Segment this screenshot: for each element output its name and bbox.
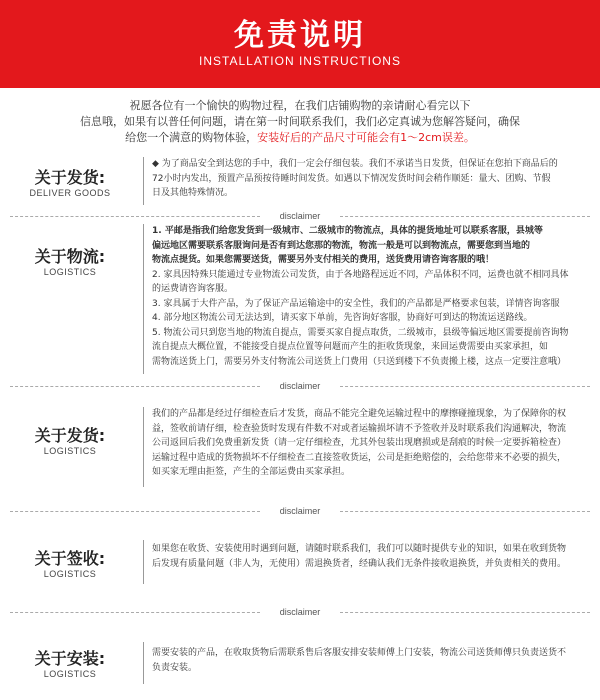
dashed-line — [340, 386, 590, 387]
disclaimer-label: disclaimer — [279, 381, 321, 391]
section-line: 72小时内发出，预置产品预按待睡时间发货。如遇以下情况发货时间会稍作顺延：量大、团购、节假 — [152, 173, 551, 184]
section-installation — [0, 640, 600, 685]
section-title: 关于物流: — [34, 247, 106, 266]
section-title: 关于签收: — [34, 549, 106, 568]
section-line: 日及其他特殊情况。 — [152, 188, 234, 198]
section-divider — [143, 407, 144, 487]
section-body — [152, 157, 582, 201]
dashed-line — [340, 511, 590, 512]
section-line: 需物流送货上门，需要另外支付物流公司送货上门费用（只送到楼下不负责搬上楼，这点一定要注意哦） — [152, 356, 567, 367]
section-line: 1. 平邮是指我们给您发货到一级城市、二级城市的物流点，具体的提货地址可以联系客服，县城等 — [152, 226, 543, 236]
section-subtitle: LOGISTICS — [43, 446, 97, 456]
page-title: 免责说明 — [234, 18, 366, 53]
section-subtitle: LOGISTICS — [43, 669, 97, 679]
section-divider — [143, 540, 144, 584]
section-line: 流自提点大概位置，不能接受自提点位置等问题而产生的拒收货现象，来回运费需要由买家承担，如 — [152, 342, 549, 352]
section-subtitle: LOGISTICS — [43, 569, 97, 579]
section-line: 5. 物流公司只到您当地的物流自提点，需要买家自提点取货，二级城市，县级等偏远地区需要提前咨询物 — [152, 327, 569, 338]
section-heading — [10, 546, 130, 579]
section-title: 关于发货: — [34, 426, 106, 445]
section-title: 关于安装: — [34, 649, 106, 668]
intro-warning: 安装好后的产品尺寸可能会有1～2cm误差。 — [257, 131, 475, 144]
intro-text — [60, 98, 540, 146]
section-deliver-goods — [0, 155, 600, 210]
section-line: 4. 部分地区物流公司无法达到，请买家下单前，先咨询好客服，协商好可到达的物流运送路线。 — [152, 313, 533, 323]
section-subtitle: DELIVER GOODS — [29, 188, 111, 198]
section-line: 偏远地区需要联系客服询问是否有到达您那的物流，物流一般是可以到物流点，需要您到当地的 — [152, 240, 531, 251]
intro-text-segment: 给您一个满意的购物体验， — [125, 131, 258, 144]
section-body — [152, 407, 582, 480]
section-heading — [10, 165, 130, 198]
section-line: 如买家无理由拒签，产生的全部运费由买家承担。 — [152, 467, 351, 477]
intro-line: 信息哦，如果有以普任何问题，请在第一时间联系我们，我们必定真诚为您解答疑问，确保 — [80, 115, 520, 128]
section-line: 如果您在收货、安装使用时遇到问题，请随时联系我们，我们可以随时提供专业的知识，如果在收到货物 — [152, 544, 567, 554]
section-heading — [10, 646, 130, 679]
disclaimer-separator — [0, 505, 600, 517]
intro-line: 祝愿各位有一个愉快的购物过程，在我们店铺购物的亲请耐心看完以下 — [129, 99, 471, 112]
section-divider — [143, 642, 144, 684]
header-banner — [0, 0, 600, 88]
section-line: 3. 家具属于大件产品，为了保证产品运输途中的安全性，我们的产品都是严格要求包装，详情咨询客服 — [152, 298, 560, 309]
section-line: ◆ 为了商品安全到达您的手中，我们一定会仔细包装。我们不承诺当日发货，但保证在您拍下商品后的 — [152, 159, 558, 169]
section-line: 运输过程中造成的货物损坏不仔细检查二直接签收货运，公司是拒绝赔偿的，会给您带来不必要的损失， — [152, 452, 567, 463]
disclaimer-label: disclaimer — [279, 506, 321, 516]
disclaimer-label: disclaimer — [279, 211, 321, 221]
disclaimer-label: disclaimer — [279, 607, 321, 617]
section-line: 物流点提货。如果您需要送货，需要另外支付相关的费用，送货费用请咨询客服的哦！ — [152, 255, 495, 265]
intro-line — [60, 130, 540, 146]
dashed-line — [340, 216, 590, 217]
section-logistics — [0, 222, 600, 377]
section-shipping-inspection — [0, 405, 600, 490]
section-divider — [143, 157, 144, 205]
section-line: 公司返回后我们免费重新发货（请一定仔细检查，尤其外包装出现磨损或是刮痕的时候一定要拆箱检查） — [152, 438, 567, 448]
section-subtitle: LOGISTICS — [43, 267, 97, 277]
section-line: 需要安装的产品，在收取货物后需联系售后客服安排安装师傅上门安装，物流公司送货师傅只负责送货不 — [152, 648, 567, 658]
section-line: 益，签收前请仔细，检查验货时发现有件数不对或者运输损坏请不予签收并及时联系我们沟通解决，物流 — [152, 423, 567, 434]
disclaimer-separator — [0, 210, 600, 222]
section-title: 关于发货: — [34, 168, 106, 187]
section-divider — [143, 224, 144, 374]
disclaimer-separator — [0, 380, 600, 392]
section-heading — [10, 423, 130, 456]
section-line: 我们的产品都是经过仔细检查后才发货，商品不能完全避免运输过程中的摩擦碰撞现象，为了保障你的权 — [152, 409, 567, 419]
section-line: 2. 家具因特殊只能通过专业物流公司发货，由于各地路程远近不同，产品体积不同，运费也就不相同具体 — [152, 269, 569, 280]
section-heading — [10, 244, 130, 277]
section-body — [152, 224, 582, 369]
section-line: 的运费请咨询客服。 — [152, 284, 234, 294]
section-body — [152, 646, 582, 675]
disclaimer-separator — [0, 606, 600, 618]
section-receipt — [0, 538, 600, 583]
section-body — [152, 542, 582, 571]
section-line: 负责安装。 — [152, 662, 198, 673]
dashed-line — [340, 612, 590, 613]
section-line: 后发现有质量问题（非人为，无使用）需退换货者，经确认我们无条件接收退换货，并负责相关的费用。 — [152, 558, 567, 569]
page-subtitle: INSTALLATION INSTRUCTIONS — [199, 54, 401, 68]
